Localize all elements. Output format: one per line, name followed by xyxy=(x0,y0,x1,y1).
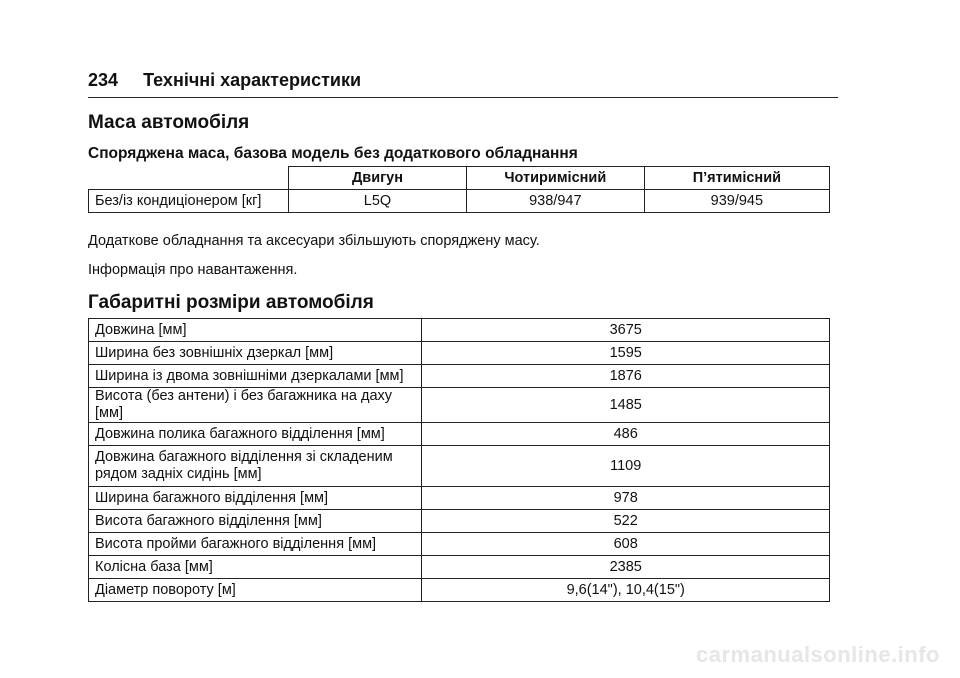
dim-value: 522 xyxy=(422,510,830,533)
dim-value: 2385 xyxy=(422,556,830,579)
table-row xyxy=(89,510,830,533)
dim-label: Ширина без зовнішніх дзеркал [мм] xyxy=(89,342,422,365)
table-row xyxy=(89,579,830,602)
note-load: Інформація про навантаження. xyxy=(88,262,298,278)
dim-value: 1109 xyxy=(422,446,830,487)
note-equipment: Додаткове обладнання та аксесуари збільшують споряджену масу. xyxy=(88,233,540,249)
page-number: 234 xyxy=(88,70,119,90)
table-row xyxy=(89,365,830,388)
dim-value: 9,6(14"), 10,4(15") xyxy=(422,579,830,602)
header-cell-four-seat: Чотиримісний xyxy=(466,167,644,190)
page-header xyxy=(88,70,361,91)
mass-title: Маса автомобіля xyxy=(88,112,250,133)
header-cell-five-seat: П’ятимісний xyxy=(644,167,829,190)
header-divider xyxy=(88,97,838,98)
dim-label: Висота (без антени) і без багажника на даху [мм] xyxy=(89,388,422,423)
dim-label: Діаметр повороту [м] xyxy=(89,579,422,602)
dim-value: 3675 xyxy=(422,319,830,342)
dim-label: Довжина полика багажного відділення [мм] xyxy=(89,423,422,446)
mass-table xyxy=(88,166,830,213)
dim-value: 1485 xyxy=(422,388,830,423)
dim-label: Колісна база [мм] xyxy=(89,556,422,579)
dimensions-title: Габаритні розміри автомобіля xyxy=(88,292,374,313)
table-row xyxy=(89,446,830,487)
dim-label: Висота пройми багажного відділення [мм] xyxy=(89,533,422,556)
mass-table-header xyxy=(89,167,830,190)
dim-label: Ширина багажного відділення [мм] xyxy=(89,487,422,510)
engine-value: L5Q xyxy=(289,190,467,213)
dim-value: 486 xyxy=(422,423,830,446)
table-row xyxy=(89,533,830,556)
table-row xyxy=(89,319,830,342)
table-row xyxy=(89,423,830,446)
dim-value: 608 xyxy=(422,533,830,556)
watermark: carmanualsonline.info xyxy=(696,642,940,667)
dim-value: 1876 xyxy=(422,365,830,388)
table-row xyxy=(89,556,830,579)
table-row xyxy=(89,388,830,423)
table-row xyxy=(89,342,830,365)
five-seat-value: 939/945 xyxy=(644,190,829,213)
header-cell-empty xyxy=(89,167,289,190)
dim-value: 978 xyxy=(422,487,830,510)
dim-label: Висота багажного відділення [мм] xyxy=(89,510,422,533)
dim-label: Довжина багажного відділення зі складеним рядом задніх сидінь [мм] xyxy=(89,446,422,487)
dimensions-table xyxy=(88,318,830,602)
row-label: Без/із кондиціонером [кг] xyxy=(89,190,289,213)
header-cell-engine: Двигун xyxy=(289,167,467,190)
four-seat-value: 938/947 xyxy=(466,190,644,213)
section-title: Технічні характеристики xyxy=(143,70,362,90)
table-row xyxy=(89,190,830,213)
dim-label: Ширина із двома зовнішніми дзеркалами [мм] xyxy=(89,365,422,388)
dim-value: 1595 xyxy=(422,342,830,365)
mass-subtitle: Споряджена маса, базова модель без додаткового обладнання xyxy=(88,145,578,162)
table-row xyxy=(89,487,830,510)
dim-label: Довжина [мм] xyxy=(89,319,422,342)
